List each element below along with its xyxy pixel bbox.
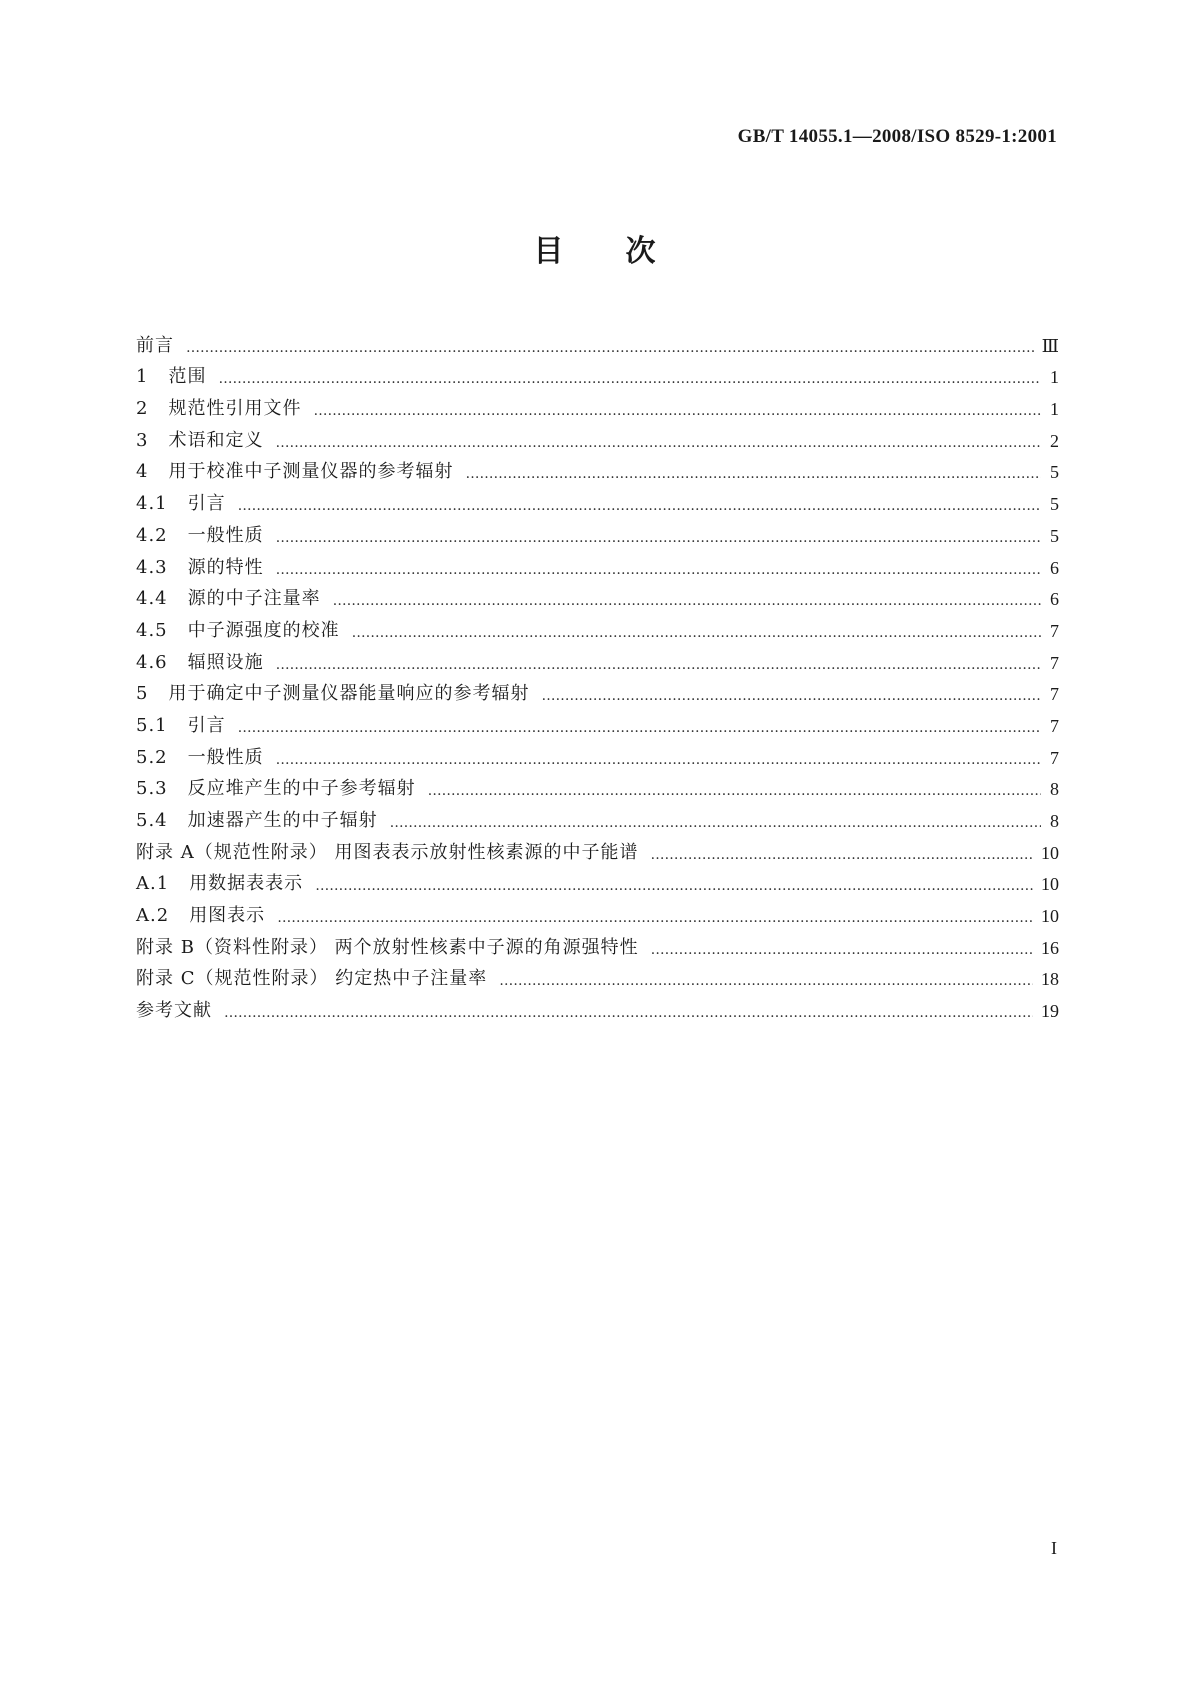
toc-leader-dots xyxy=(541,686,1041,706)
toc-entry[interactable] xyxy=(136,991,1059,1023)
toc-entry-page: 6 xyxy=(1050,589,1059,610)
toc-entry[interactable] xyxy=(136,801,1059,833)
toc-entry-label: 附录 C（规范性附录） 约定热中子注量率 xyxy=(136,968,488,990)
toc-entry-number: 4.5 xyxy=(136,619,168,641)
toc-entry-page: 7 xyxy=(1050,715,1059,736)
toc-entry-page: 1 xyxy=(1050,399,1059,420)
toc-entry-page: 7 xyxy=(1050,747,1059,768)
toc-entry[interactable] xyxy=(136,611,1059,643)
toc-entry-page: Ⅲ xyxy=(1041,335,1059,356)
toc-entry-number: 4 xyxy=(136,461,149,483)
toc-entry-label: 辐照设施 xyxy=(187,651,264,673)
toc-entry-page: 5 xyxy=(1050,462,1059,483)
toc-entry-label: 用图表示 xyxy=(189,905,266,927)
toc-entry-page: 7 xyxy=(1050,684,1059,705)
toc-entry[interactable] xyxy=(136,706,1059,738)
toc-leader-dots xyxy=(465,464,1041,484)
toc-entry[interactable] xyxy=(136,389,1059,421)
toc-leader-dots xyxy=(276,560,1041,580)
toc-entry-page: 10 xyxy=(1041,906,1059,927)
toc-entry[interactable] xyxy=(136,516,1059,548)
toc-entry-page: 6 xyxy=(1050,557,1059,578)
toc-entry-number: 4.1 xyxy=(136,493,168,515)
toc-entry[interactable] xyxy=(136,896,1059,928)
toc-entry-page: 10 xyxy=(1041,874,1059,895)
toc-entry[interactable] xyxy=(136,484,1059,516)
toc-entry-page: 1 xyxy=(1050,367,1059,388)
toc-entry-number: A.1 xyxy=(136,873,170,895)
toc-entry-page: 8 xyxy=(1050,811,1059,831)
toc-leader-dots xyxy=(651,940,1033,960)
toc-entry-number: 5 xyxy=(136,683,149,705)
toc-entry-label: 附录 B（资料性附录） 两个放射性核素中子源的角源强特性 xyxy=(136,936,639,958)
toc-leader-dots xyxy=(428,781,1041,801)
toc-leader-dots xyxy=(275,433,1041,453)
toc-entry-page: 5 xyxy=(1050,494,1059,515)
toc-entry-page: 18 xyxy=(1041,969,1059,990)
toc-leader-dots xyxy=(650,845,1033,865)
toc-leader-dots xyxy=(315,876,1033,896)
toc-leader-dots xyxy=(276,750,1041,770)
toc-entry-number: 2 xyxy=(136,398,149,420)
toc-entry-label: 用数据表表示 xyxy=(189,873,304,895)
toc-entry-label: 附录 A（规范性附录） 用图表表示放射性核素源的中子能谱 xyxy=(136,841,639,863)
toc-leader-dots xyxy=(238,496,1041,516)
toc-entry[interactable] xyxy=(136,421,1059,453)
toc-entry-label: 一般性质 xyxy=(187,524,264,546)
toc-entry-number: 1 xyxy=(136,366,149,388)
toc-entry[interactable] xyxy=(136,358,1059,390)
toc-entry-number: 5.1 xyxy=(136,714,168,736)
page-title-part2: 次 xyxy=(625,234,658,269)
toc-entry-number: 5.3 xyxy=(136,778,168,800)
toc-leader-dots xyxy=(276,528,1041,548)
toc-entry-label: 范围 xyxy=(168,366,207,388)
toc-entry-page: 2 xyxy=(1050,430,1059,451)
toc-entry-number: 4.6 xyxy=(136,651,168,673)
toc-entry[interactable] xyxy=(136,865,1059,897)
toc-leader-dots xyxy=(352,623,1041,643)
toc-entry[interactable] xyxy=(136,643,1059,675)
table-of-contents xyxy=(136,326,1059,1023)
toc-entry-label: 前言 xyxy=(136,334,174,356)
toc-entry[interactable] xyxy=(136,580,1059,612)
toc-entry[interactable] xyxy=(136,548,1059,580)
toc-entry-number: 5.4 xyxy=(136,810,168,831)
toc-entry-number: 5.2 xyxy=(136,746,168,768)
toc-entry-number: 3 xyxy=(136,429,149,451)
toc-entry-label: 术语和定义 xyxy=(168,429,264,451)
toc-entry-label: 源的中子注量率 xyxy=(187,588,321,610)
toc-entry[interactable] xyxy=(136,833,1059,865)
toc-leader-dots xyxy=(218,369,1041,389)
toc-entry-page: 8 xyxy=(1050,779,1059,800)
toc-entry-label: 引言 xyxy=(187,714,226,736)
toc-leader-dots xyxy=(313,401,1041,421)
toc-leader-dots xyxy=(276,655,1041,675)
toc-entry-number: 4.4 xyxy=(136,588,168,610)
toc-leader-dots xyxy=(238,718,1041,738)
toc-entry[interactable] xyxy=(136,738,1059,770)
toc-entry-label: 一般性质 xyxy=(187,746,264,768)
page-title-part1: 目 xyxy=(533,234,566,269)
toc-entry-page: 19 xyxy=(1041,1001,1059,1022)
toc-entry-label: 引言 xyxy=(187,493,226,515)
toc-entry-number: A.2 xyxy=(136,905,170,927)
toc-entry-page: 7 xyxy=(1050,620,1059,641)
toc-entry[interactable] xyxy=(136,960,1059,992)
toc-entry[interactable] xyxy=(136,675,1059,707)
toc-leader-dots xyxy=(186,338,1034,358)
toc-leader-dots xyxy=(499,971,1033,991)
toc-entry-label: 中子源强度的校准 xyxy=(187,619,340,641)
toc-entry-label: 用于确定中子测量仪器能量响应的参考辐射 xyxy=(168,683,530,705)
toc-entry-page: 5 xyxy=(1050,525,1059,546)
toc-entry-number: 4.2 xyxy=(136,524,168,546)
toc-entry-label: 反应堆产生的中子参考辐射 xyxy=(187,778,416,800)
toc-entry-label: 规范性引用文件 xyxy=(168,398,302,420)
toc-entry-label: 用于校准中子测量仪器的参考辐射 xyxy=(168,461,454,483)
toc-entry[interactable] xyxy=(136,453,1059,485)
toc-entry-page: 7 xyxy=(1050,652,1059,673)
toc-leader-dots xyxy=(224,1003,1033,1023)
toc-entry-label: 源的特性 xyxy=(187,556,264,578)
toc-entry-page: 16 xyxy=(1041,937,1059,958)
toc-entry-label: 加速器产生的中子辐射 xyxy=(187,810,378,831)
toc-entry-number: 4.3 xyxy=(136,556,168,578)
toc-leader-dots xyxy=(390,813,1041,833)
toc-leader-dots xyxy=(277,908,1033,928)
standard-code: GB/T 14055.1—2008/ISO 8529-1:2001 xyxy=(737,126,1057,147)
toc-entry-page: 10 xyxy=(1041,842,1059,863)
toc-entry-label: 参考文献 xyxy=(136,1000,212,1022)
toc-leader-dots xyxy=(333,591,1041,611)
toc-entry[interactable] xyxy=(136,326,1059,358)
toc-entry[interactable] xyxy=(136,770,1059,802)
toc-entry[interactable] xyxy=(136,928,1059,960)
page-number: I xyxy=(1051,1538,1057,1558)
page-title xyxy=(0,226,1191,270)
